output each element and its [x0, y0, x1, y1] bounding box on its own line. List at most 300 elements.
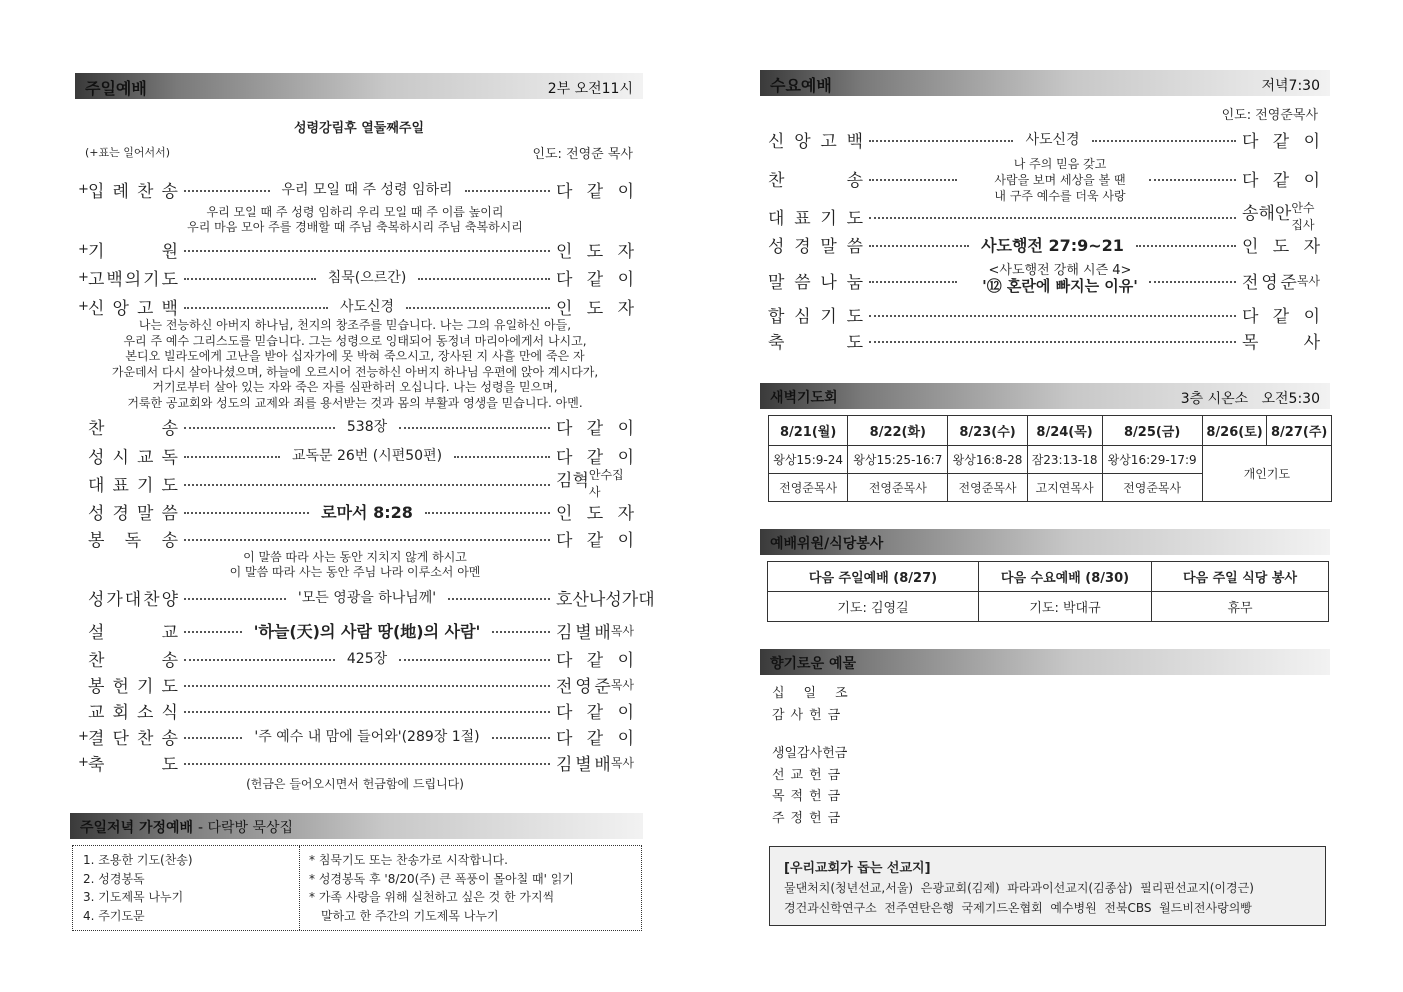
order-item	[78, 264, 634, 290]
char: 이	[617, 650, 634, 671]
item-person	[556, 177, 634, 202]
person-name	[556, 294, 634, 319]
creed-line: 나는 전능하신 아버지 하나님, 천지의 창조주를 믿습니다. 나는 그의 유일하신 아들,	[138, 318, 572, 332]
weekend-cell: 개인기도	[1202, 446, 1331, 502]
leader-dots	[869, 315, 1236, 317]
leader-dots	[184, 512, 309, 514]
table-row	[769, 416, 1332, 446]
char: 씀	[161, 503, 178, 524]
item-label	[88, 585, 178, 610]
person-name	[556, 499, 634, 524]
leader-dots	[184, 711, 550, 713]
char: 같	[586, 269, 604, 290]
item-content: 교독문 26번 (시편50편)	[291, 448, 443, 464]
char: 나	[588, 589, 606, 610]
leader-dots	[869, 217, 1236, 219]
dawn-prayer-header	[760, 383, 1330, 409]
day-header: 8/25(금)	[1102, 416, 1202, 446]
item-person	[556, 585, 655, 610]
item-label	[768, 328, 863, 353]
char: 별	[575, 754, 592, 775]
char: 앙	[112, 298, 129, 319]
item-label	[768, 232, 863, 257]
value-cell: 기도: 김영길	[768, 592, 979, 622]
char: 나	[820, 272, 837, 293]
char: 찬	[768, 170, 785, 191]
leader-dots	[399, 659, 550, 661]
leader-dots	[1136, 245, 1236, 247]
char: 인	[1242, 236, 1259, 257]
item-label	[88, 724, 178, 749]
leader-dots	[869, 179, 957, 181]
stand-marker: +	[78, 181, 89, 197]
char: 기	[820, 208, 837, 229]
preacher-cell: 고지연목사	[1027, 474, 1102, 502]
char: 표	[112, 475, 129, 496]
char: 같	[586, 447, 604, 468]
item-label	[88, 672, 178, 697]
item-content: 사도신경	[339, 299, 395, 315]
char: 씀	[846, 236, 863, 257]
day-header: 8/21(월)	[769, 416, 848, 446]
person-name	[1242, 166, 1320, 191]
preacher-cell: 전영준목사	[948, 474, 1027, 502]
char: 자	[617, 241, 634, 262]
char: 다	[556, 181, 573, 202]
char: 백	[106, 269, 123, 290]
person-title: 목사	[610, 677, 634, 692]
item-person	[556, 618, 634, 643]
item-content: '주 예수 내 맘에 들어와'(289장 1절)	[254, 729, 480, 745]
char: 찬	[88, 418, 105, 439]
char: 앙	[794, 131, 811, 152]
char: 다	[556, 728, 573, 749]
liturgical-subtitle: 성령강림후 열둘째주일	[293, 121, 425, 136]
person-name	[556, 443, 634, 468]
leader-dots	[184, 763, 550, 765]
step: 1. 조용한 기도(찬송)	[83, 853, 193, 867]
char: 고	[137, 298, 154, 319]
item-content: '모든 영광을 하나님께'	[297, 590, 437, 606]
item-content: 사도신경	[1025, 132, 1080, 148]
item-content: 사도행전 27:9~21	[981, 235, 1124, 255]
order-item	[78, 671, 634, 697]
char: 축	[88, 754, 105, 775]
stand-marker: +	[78, 754, 89, 770]
evening-service-box	[72, 845, 642, 931]
char: 가	[621, 589, 639, 610]
item-person	[556, 443, 634, 468]
char: 전	[1242, 272, 1259, 293]
leader-dots	[184, 250, 550, 252]
leader-dots	[184, 685, 550, 687]
char: 인	[556, 298, 573, 319]
offering-item: 생일감사헌금	[772, 746, 848, 761]
char: 김	[556, 754, 573, 775]
item-label	[88, 618, 178, 643]
order-item	[78, 723, 634, 749]
char: 같	[1272, 170, 1290, 191]
order-item	[78, 584, 655, 610]
order-item	[768, 231, 1320, 257]
char: 같	[586, 530, 604, 551]
section-title	[80, 817, 293, 837]
stand-marker: +	[78, 269, 89, 285]
dawn-prayer-table	[768, 415, 1332, 502]
table-row	[768, 592, 1329, 622]
order-item	[78, 498, 634, 524]
person-title: 목사	[1296, 273, 1320, 288]
leader-dots	[869, 281, 957, 283]
order-item	[78, 293, 634, 319]
char: 다	[1242, 170, 1259, 191]
char: 도	[586, 503, 604, 524]
item-person	[556, 646, 634, 671]
char: 같	[586, 728, 604, 749]
person-name	[556, 265, 634, 290]
char: 말	[137, 503, 154, 524]
section-title: 새벽기도회	[770, 390, 838, 406]
leader-dots	[184, 598, 286, 600]
section-title: 수요예배	[770, 76, 832, 95]
leader-dots	[184, 737, 242, 739]
order-item	[78, 645, 634, 671]
person-name	[1242, 268, 1297, 293]
char: 이	[617, 447, 634, 468]
person-name	[556, 466, 589, 500]
leader-dots	[406, 307, 550, 309]
item-label	[88, 499, 178, 524]
mission-line: 물댄처치(청년선교,서울) 은광교회(김제) 파라과이선교지(김종삼) 필리핀선교지(이경근)	[784, 881, 1254, 895]
char: 같	[1272, 131, 1290, 152]
item-person	[556, 750, 634, 775]
char: 대	[768, 208, 785, 229]
person-title: 목사	[610, 623, 634, 638]
char: 기	[820, 306, 837, 327]
creed-line: 우리 주 예수 그리스도를 믿습니다. 그는 성령으로 잉태되어 동정녀 마리아에게서 나시고,	[123, 333, 587, 348]
wednesday-hymn	[980, 156, 1140, 204]
char: 헌	[112, 676, 129, 697]
evening-title: 주일저녁 가정예배	[80, 820, 194, 836]
creed-line: 본디오 빌라도에게 고난을 받아 십자가에 못 박혀 죽으시고, 장사된 지 사흘 만에 죽은 자	[125, 349, 585, 364]
column-header: 다음 주일예배 (8/27)	[768, 562, 979, 592]
char: 신	[88, 298, 105, 319]
char: 축	[768, 332, 785, 353]
char: 표	[794, 208, 811, 229]
char: 준	[594, 676, 611, 697]
char: 고	[820, 131, 837, 152]
item-label	[88, 443, 178, 468]
item-label	[88, 237, 178, 262]
leader-dots	[399, 427, 550, 429]
table-row	[769, 446, 1332, 474]
char: 도	[161, 754, 178, 775]
lyric-line: 이 말씀 따라 사는 동안 지치지 않게 하시고	[243, 550, 467, 564]
person-name	[556, 672, 611, 697]
char: 인	[556, 503, 573, 524]
char: 례	[112, 181, 129, 202]
char: 의	[124, 269, 142, 290]
char: 김	[556, 471, 573, 491]
note: * 가족 사랑을 위해 실천하고 싶은 것 한 가지씩	[309, 890, 555, 904]
stand-marker: +	[78, 241, 89, 257]
column-header: 다음 수요예배 (8/30)	[979, 562, 1152, 592]
char: 찬	[137, 728, 154, 749]
char: 식	[161, 702, 178, 723]
person-name	[556, 750, 611, 775]
item-person	[1242, 166, 1320, 191]
char: 송	[161, 418, 178, 439]
step: 3. 기도제목 나누기	[83, 890, 184, 904]
person-name	[556, 698, 634, 723]
char: 성	[768, 236, 785, 257]
table-row	[768, 562, 1329, 592]
leader-dots	[869, 140, 1013, 142]
order-item	[768, 201, 1320, 232]
order-item	[78, 468, 634, 499]
char: 이	[1303, 306, 1320, 327]
item-label	[88, 646, 178, 671]
leader-dots	[454, 456, 550, 458]
person-title: 안수집사	[588, 468, 624, 499]
service-time: 2부 오전11시	[547, 81, 633, 97]
char: 송	[846, 170, 863, 191]
char: 기	[143, 269, 160, 290]
order-item	[78, 176, 634, 202]
note: * 성경봉독 후 '8/20(주) 큰 폭풍이 몰아칠 때' 읽기	[309, 871, 574, 886]
char: 다	[556, 650, 573, 671]
char: 김	[556, 622, 573, 643]
item-person	[1242, 127, 1320, 152]
char: 도	[161, 676, 178, 697]
char: 도	[846, 306, 863, 327]
day-header: 8/24(목)	[1027, 416, 1102, 446]
hymn-line: 나 주의 믿음 갖고	[1013, 157, 1107, 171]
person-name	[556, 724, 634, 749]
leader-dots	[1092, 140, 1236, 142]
lyric-line: 우리 모일 때 주 성령 임하리 우리 모일 때 주 이름 높이리	[206, 205, 504, 219]
char: 다	[556, 447, 573, 468]
scripture-cell: 왕상15:25-16:7	[848, 446, 948, 474]
char: 단	[112, 728, 129, 749]
char: 말	[768, 272, 785, 293]
day-header: 8/23(수)	[948, 416, 1027, 446]
char: 회	[112, 702, 129, 723]
hymn-line: 내 구주 예수를 더욱 사랑	[994, 189, 1126, 203]
char: 성	[88, 589, 105, 610]
char: 성	[88, 503, 105, 524]
char: 눔	[846, 272, 863, 293]
char: 대	[638, 589, 655, 610]
char: 목	[1242, 332, 1259, 353]
item-label	[768, 302, 863, 327]
mission-line: 경건과신학연구소 전주연탄은행 국제기드온협회 예수병원 전북CBS 월드비전사랑의빵	[784, 901, 1252, 915]
item-person	[556, 466, 634, 500]
char: 다	[556, 269, 573, 290]
char: 자	[617, 298, 635, 319]
char: 백	[161, 298, 178, 319]
char: 도	[161, 475, 178, 496]
char: 경	[112, 503, 129, 524]
char: 양	[161, 589, 178, 610]
leader-label: 인도: 전영준목사	[1221, 108, 1318, 123]
person-name	[556, 618, 611, 643]
order-item	[78, 442, 634, 468]
char: 같	[586, 702, 604, 723]
leader-dots	[418, 278, 550, 280]
char: 다	[556, 418, 573, 439]
evening-subtitle: - 다락방 묵상집	[197, 820, 294, 836]
char: 독	[161, 447, 178, 468]
preacher-cell: 전영준목사	[1102, 474, 1202, 502]
char: 도	[161, 269, 178, 290]
char: 송	[161, 530, 178, 551]
step: 2. 성경봉독	[83, 871, 145, 886]
order-item	[78, 749, 634, 775]
divider	[299, 846, 300, 930]
char: 같	[586, 418, 604, 439]
char: 영	[575, 676, 592, 697]
offering-list	[772, 683, 867, 829]
offering-header	[760, 649, 1330, 675]
char: 교	[161, 622, 178, 643]
item-label	[768, 127, 863, 152]
char: 자	[617, 503, 634, 524]
char: 이	[617, 530, 634, 551]
evening-steps	[83, 851, 193, 925]
preacher-cell: 전영준목사	[848, 474, 948, 502]
char: 배	[594, 754, 611, 775]
item-person	[556, 526, 634, 551]
step: 4. 주기도문	[83, 908, 145, 923]
char: 성	[605, 589, 622, 610]
item-content: 425장	[346, 651, 388, 667]
person-name	[556, 585, 655, 610]
offering-item: 감사헌금	[772, 707, 847, 723]
person-name	[1242, 199, 1291, 233]
char: 씀	[794, 272, 811, 293]
char: 도	[846, 332, 863, 353]
person-title: 안수집사	[1291, 201, 1315, 232]
item-label	[88, 698, 178, 723]
char: 혁	[572, 471, 589, 491]
char: 같	[586, 181, 604, 202]
person-name	[556, 177, 634, 202]
char: 찬	[88, 650, 105, 671]
item-content: 침묵(으르간)	[327, 270, 407, 286]
char: 송	[1242, 204, 1259, 224]
item-person	[556, 698, 634, 723]
char: 산	[572, 589, 589, 610]
item-person	[556, 414, 634, 439]
char: 다	[556, 530, 573, 551]
char: 교	[137, 447, 154, 468]
person-name	[556, 526, 634, 551]
apostles-creed-text	[95, 318, 615, 412]
offering-item: 선교헌금	[772, 767, 847, 783]
char: 도	[586, 298, 604, 319]
leader-dots	[184, 539, 550, 541]
leader-dots	[869, 341, 1236, 343]
scripture-cell: 왕상15:9-24	[769, 446, 848, 474]
char: 이	[617, 269, 635, 290]
person-name	[556, 237, 634, 262]
char: 찬	[137, 181, 154, 202]
person-name	[556, 414, 634, 439]
item-content: 로마서 8:28	[321, 502, 413, 522]
item-person	[556, 237, 634, 262]
item-label	[88, 414, 178, 439]
leader-label: 인도: 전영준 목사	[532, 147, 633, 162]
char: 배	[594, 622, 611, 643]
item-label	[88, 750, 178, 775]
person-name	[556, 646, 634, 671]
note: 말하고 한 주간의 기도제목 나누기	[321, 908, 499, 923]
char: 경	[794, 236, 811, 257]
char: 설	[88, 622, 105, 643]
leader-dots	[1149, 179, 1237, 181]
offering-item: 십일조	[772, 686, 867, 701]
service-time: 저녁7:30	[1261, 78, 1320, 94]
note: * 침묵기도 또는 찬송가로 시작합니다.	[309, 853, 508, 867]
scripture-cell: 왕상16:29-17:9	[1102, 446, 1202, 474]
item-content: '하늘(天)의 사람 땅(地)의 사람'	[253, 621, 481, 641]
char: 같	[1272, 306, 1290, 327]
leader-dots	[184, 484, 550, 486]
order-item	[78, 236, 634, 262]
item-person	[1242, 328, 1320, 353]
order-item	[768, 327, 1320, 353]
item-label	[768, 268, 863, 293]
section-title: 예배위원/식당봉사	[770, 536, 884, 552]
char: 봉	[88, 530, 105, 551]
scripture-cell: 잠23:13-18	[1027, 446, 1102, 474]
value-cell: 휴무	[1152, 592, 1329, 622]
mission-box	[769, 846, 1326, 926]
leader-dots	[492, 631, 550, 633]
char: 다	[1242, 306, 1259, 327]
char: 도	[1272, 236, 1290, 257]
char: 결	[88, 728, 105, 749]
char: 대	[124, 589, 142, 610]
person-title: 목사	[610, 755, 634, 770]
person-name	[1242, 302, 1320, 327]
char: 기	[137, 475, 154, 496]
creed-line: 가운데서 다시 살아나셨으며, 하늘에 오르시어 전능하신 아버지 하나님 우편에 앉아 계시다가,	[111, 364, 599, 379]
char: 합	[768, 306, 785, 327]
char: 말	[820, 236, 837, 257]
offering-item: 주정헌금	[772, 810, 847, 826]
stand-marker: +	[78, 728, 89, 744]
char: 원	[161, 241, 178, 262]
standing-note: (+표는 일어서서)	[85, 146, 171, 159]
section-title: 향기로운 예물	[770, 656, 857, 672]
evening-service-header	[70, 813, 643, 839]
offering-item: 목적헌금	[772, 789, 847, 804]
order-item	[768, 301, 1320, 327]
leader-dots	[184, 190, 270, 192]
char: 사	[1303, 332, 1320, 353]
spacer	[772, 726, 856, 743]
char: 이	[1303, 170, 1320, 191]
leader-dots	[869, 245, 969, 247]
char: 도	[846, 208, 863, 229]
char: 인	[556, 241, 573, 262]
preacher-cell: 전영준목사	[769, 474, 848, 502]
char: 시	[112, 447, 129, 468]
leader-dots	[448, 598, 550, 600]
item-person	[1242, 232, 1320, 257]
